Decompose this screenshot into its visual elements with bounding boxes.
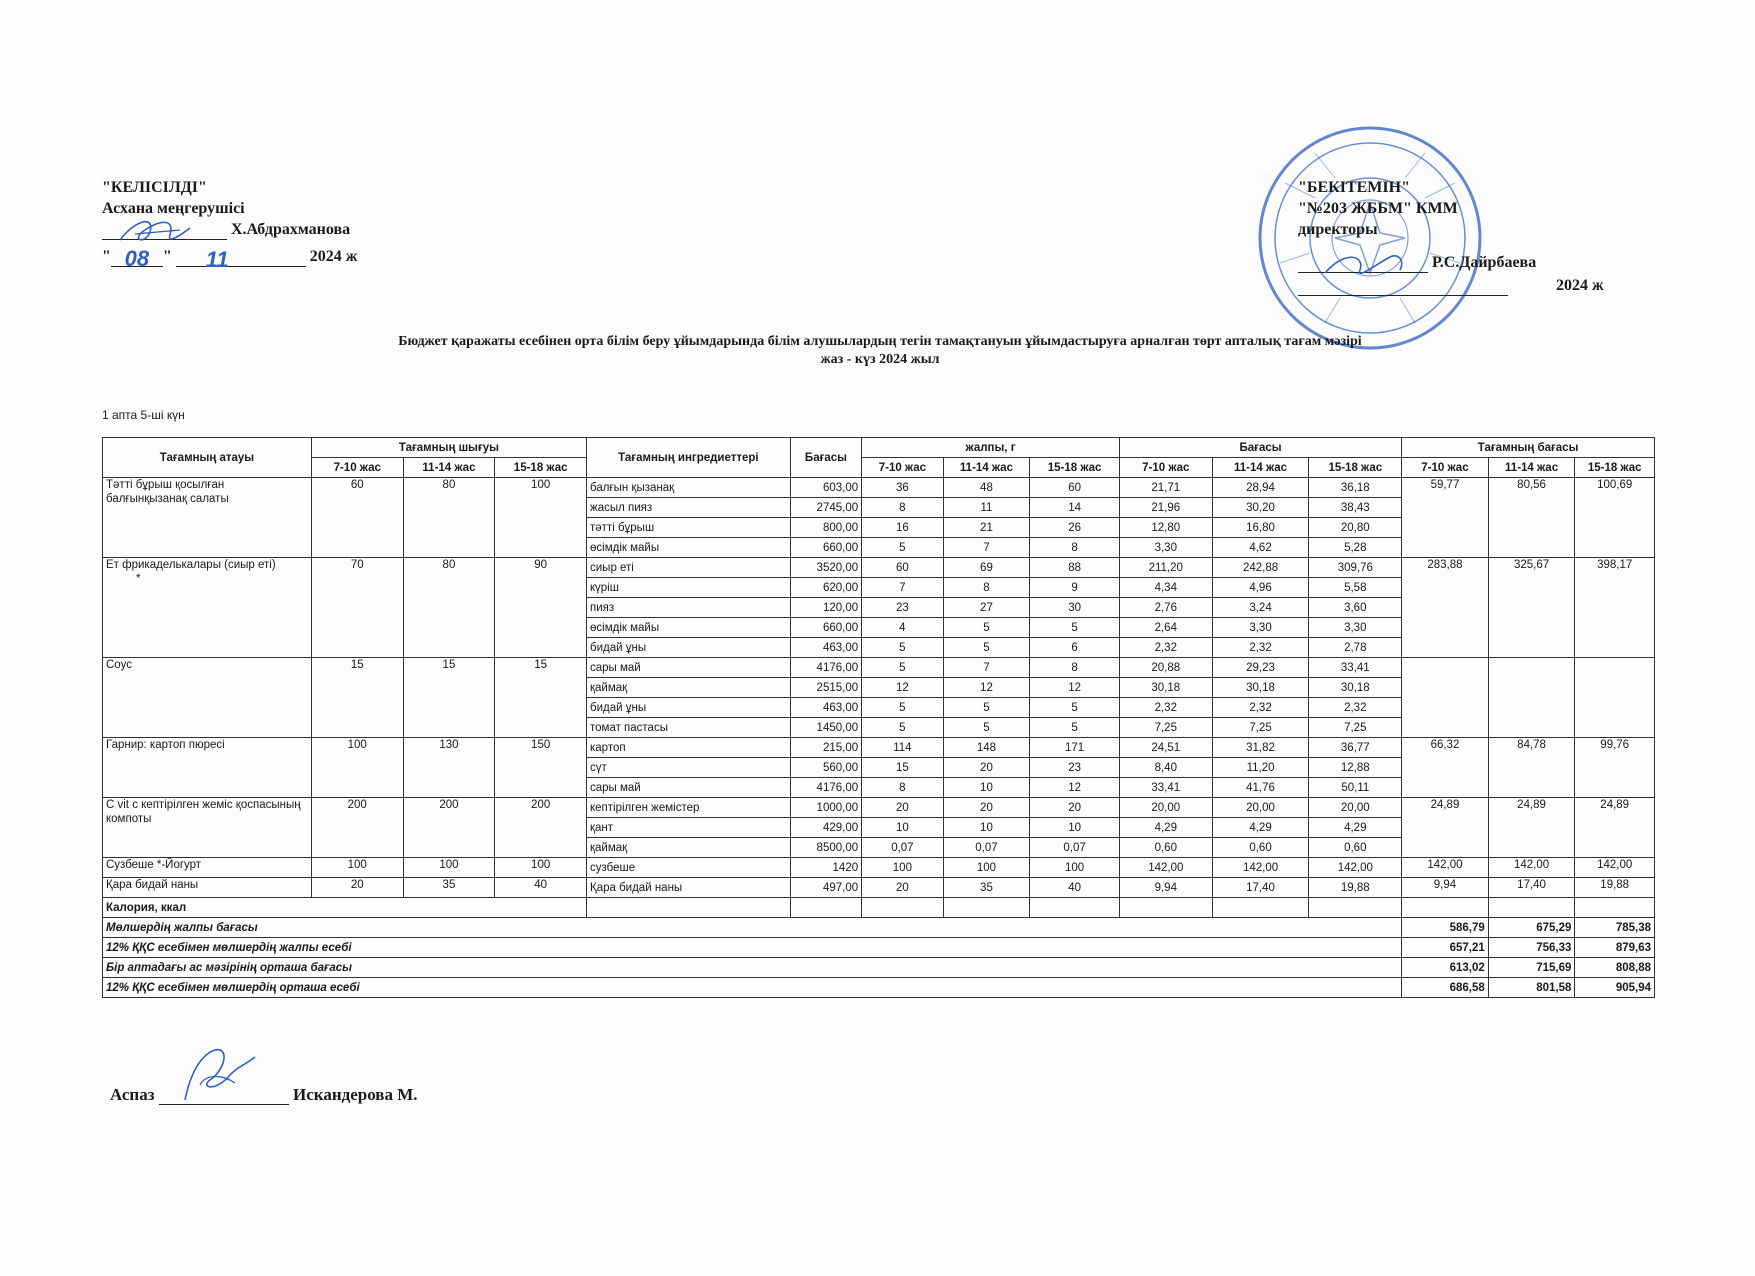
summary-label: Бір аптадағы ас мәзірінің орташа бағасы xyxy=(103,958,1402,978)
ingredient-cost: 7,25 xyxy=(1119,718,1212,738)
ingredient-gross: 8 xyxy=(1030,658,1120,678)
dish-price xyxy=(1488,658,1575,738)
summary-value: 586,79 xyxy=(1402,918,1489,938)
ingredient-gross: 20 xyxy=(943,798,1030,818)
header-age: 15-18 жас xyxy=(1309,458,1402,478)
approved-position: директоры xyxy=(1298,221,1378,238)
cook-name: Искандерова М. xyxy=(293,1085,418,1104)
ingredient-cost: 211,20 xyxy=(1119,558,1212,578)
ingredient-name: қаймақ xyxy=(587,678,791,698)
summary-row xyxy=(103,918,1655,938)
dish-output: 90 xyxy=(495,558,587,658)
ingredient-name: бидай ұны xyxy=(587,638,791,658)
agreed-date-year: 2024 ж xyxy=(309,248,358,265)
ingredient-cost: 3,30 xyxy=(1309,618,1402,638)
ingredient-gross: 4 xyxy=(862,618,944,638)
ingredient-gross: 7 xyxy=(943,658,1030,678)
dish-price xyxy=(1575,658,1655,738)
ingredient-gross: 12 xyxy=(862,678,944,698)
ingredient-gross: 10 xyxy=(943,818,1030,838)
menu-table xyxy=(102,437,1655,998)
title-line2: жаз - күз 2024 жыл xyxy=(820,352,940,367)
ingredient-gross: 23 xyxy=(862,598,944,618)
ingredient-cost: 4,62 xyxy=(1212,538,1309,558)
dish-name: Соус xyxy=(106,659,132,671)
dish-output: 100 xyxy=(311,738,403,798)
ingredient-cost: 0,60 xyxy=(1309,838,1402,858)
ingredient-cost: 2,76 xyxy=(1119,598,1212,618)
ingredient-name: сүт xyxy=(587,758,791,778)
dish-price: 24,89 xyxy=(1488,798,1575,858)
ingredient-price: 429,00 xyxy=(790,818,861,838)
ingredient-cost: 31,82 xyxy=(1212,738,1309,758)
ingredient-gross: 5 xyxy=(943,718,1030,738)
ingredient-cost: 16,80 xyxy=(1212,518,1309,538)
ingredient-name: пияз xyxy=(587,598,791,618)
ingredient-cost: 30,18 xyxy=(1309,678,1402,698)
document-title xyxy=(200,334,1560,368)
ingredient-gross: 27 xyxy=(943,598,1030,618)
ingredient-gross: 8 xyxy=(862,778,944,798)
summary-value: 808,88 xyxy=(1575,958,1655,978)
dish-name: Гарнир: картоп пюресі xyxy=(106,739,225,751)
ingredient-cost: 33,41 xyxy=(1309,658,1402,678)
dish-price: 80,56 xyxy=(1488,478,1575,558)
approved-org: "№203 ЖББМ" КММ xyxy=(1298,200,1458,217)
ingredient-cost: 4,29 xyxy=(1119,818,1212,838)
ingredient-cost: 142,00 xyxy=(1212,858,1309,878)
ingredient-cost: 20,88 xyxy=(1119,658,1212,678)
ingredient-gross: 12 xyxy=(1030,678,1120,698)
header-price: Бағасы xyxy=(790,438,861,478)
ingredient-cost: 24,51 xyxy=(1119,738,1212,758)
cook-position: Аспаз xyxy=(110,1085,155,1104)
title-line1: Бюджет қаражаты есебінен орта білім беру ұйымдарында білім алушылардың тегін тамақтануын ұйымдастыруға арналған төрт апталық тағам мәзірі xyxy=(398,334,1362,349)
dish-price: 84,78 xyxy=(1488,738,1575,798)
dish-output: 35 xyxy=(403,878,495,898)
ingredient-price: 2515,00 xyxy=(790,678,861,698)
ingredient-gross: 12 xyxy=(1030,778,1120,798)
ingredient-cost: 2,32 xyxy=(1119,698,1212,718)
ingredient-gross: 8 xyxy=(1030,538,1120,558)
ingredient-gross: 14 xyxy=(1030,498,1120,518)
summary-row xyxy=(103,958,1655,978)
ingredient-gross: 5 xyxy=(862,638,944,658)
ingredient-cost: 30,20 xyxy=(1212,498,1309,518)
dish-price: 398,17 xyxy=(1575,558,1655,658)
ingredient-gross: 48 xyxy=(943,478,1030,498)
week-day-label: 1 апта 5-ші күн xyxy=(102,408,185,422)
ingredient-price: 660,00 xyxy=(790,618,861,638)
summary-value: 686,58 xyxy=(1402,978,1489,998)
dish-output: 100 xyxy=(311,858,403,878)
ingredient-name: жасыл пияз xyxy=(587,498,791,518)
header-age: 15-18 жас xyxy=(1575,458,1655,478)
ingredient-gross: 20 xyxy=(862,878,944,898)
ingredient-gross: 60 xyxy=(862,558,944,578)
ingredient-name: балғын қызанақ xyxy=(587,478,791,498)
ingredient-cost: 30,18 xyxy=(1212,678,1309,698)
approved-name: Р.С.Дайрбаева xyxy=(1432,254,1537,271)
ingredient-cost: 12,80 xyxy=(1119,518,1212,538)
ingredient-price: 497,00 xyxy=(790,878,861,898)
header-output: Тағамның шығуы xyxy=(311,438,586,458)
dish-name-cell xyxy=(103,558,312,658)
ingredient-gross: 5 xyxy=(943,638,1030,658)
ingredient-cost: 4,29 xyxy=(1309,818,1402,838)
header-dish: Тағамның атауы xyxy=(103,438,312,478)
summary-value: 756,33 xyxy=(1488,938,1575,958)
ingredient-gross: 20 xyxy=(1030,798,1120,818)
ingredient-row xyxy=(103,878,1655,898)
ingredient-price: 603,00 xyxy=(790,478,861,498)
dish-output: 200 xyxy=(403,798,495,858)
dish-output: 100 xyxy=(495,858,587,878)
ingredient-cost: 20,00 xyxy=(1119,798,1212,818)
dish-price: 99,76 xyxy=(1575,738,1655,798)
header-gross: жалпы, г xyxy=(862,438,1120,458)
ingredient-cost: 4,29 xyxy=(1212,818,1309,838)
header-age: 15-18 жас xyxy=(495,458,587,478)
agreed-date-day: 08 xyxy=(111,248,163,267)
ingredient-gross: 11 xyxy=(943,498,1030,518)
ingredient-gross: 171 xyxy=(1030,738,1120,758)
ingredient-cost: 17,40 xyxy=(1212,878,1309,898)
dish-output: 40 xyxy=(495,878,587,898)
dish-note: * xyxy=(136,573,141,585)
calories-row xyxy=(103,898,1655,918)
ingredient-gross: 0,07 xyxy=(1030,838,1120,858)
header-age: 11-14 жас xyxy=(943,458,1030,478)
ingredient-gross: 5 xyxy=(943,618,1030,638)
dish-price: 142,00 xyxy=(1402,858,1489,878)
summary-label: 12% ҚҚС есебімен мөлшердің жалпы есебі xyxy=(103,938,1402,958)
ingredient-price: 2745,00 xyxy=(790,498,861,518)
ingredient-gross: 16 xyxy=(862,518,944,538)
dish-price: 59,77 xyxy=(1402,478,1489,558)
ingredient-price: 120,00 xyxy=(790,598,861,618)
ingredient-cost: 5,28 xyxy=(1309,538,1402,558)
ingredient-cost: 11,20 xyxy=(1212,758,1309,778)
dish-output: 130 xyxy=(403,738,495,798)
dish-output: 70 xyxy=(311,558,403,658)
approved-heading: "БЕКІТЕМІН" xyxy=(1298,179,1410,196)
agreed-heading: "КЕЛІСІЛДІ" xyxy=(102,179,207,196)
table-head xyxy=(103,438,1655,478)
ingredient-cost: 2,32 xyxy=(1309,698,1402,718)
dish-output: 80 xyxy=(403,558,495,658)
dish-output: 15 xyxy=(311,658,403,738)
ingredient-cost: 36,77 xyxy=(1309,738,1402,758)
dish-output: 80 xyxy=(403,478,495,558)
dish-output: 15 xyxy=(495,658,587,738)
ingredient-gross: 6 xyxy=(1030,638,1120,658)
ingredient-cost: 20,00 xyxy=(1212,798,1309,818)
ingredient-cost: 19,88 xyxy=(1309,878,1402,898)
ingredient-cost: 0,60 xyxy=(1212,838,1309,858)
header-age: 11-14 жас xyxy=(1488,458,1575,478)
ingredient-price: 3520,00 xyxy=(790,558,861,578)
header-age: 11-14 жас xyxy=(1212,458,1309,478)
cook-signature xyxy=(175,1045,265,1105)
ingredient-gross: 8 xyxy=(862,498,944,518)
ingredient-cost: 30,18 xyxy=(1119,678,1212,698)
approved-date-year: 2024 ж xyxy=(1556,277,1604,294)
dish-price: 283,88 xyxy=(1402,558,1489,658)
ingredient-row xyxy=(103,738,1655,758)
ingredient-cost: 2,32 xyxy=(1119,638,1212,658)
ingredient-gross: 5 xyxy=(862,538,944,558)
ingredient-cost: 142,00 xyxy=(1119,858,1212,878)
ingredient-cost: 2,78 xyxy=(1309,638,1402,658)
ingredient-gross: 10 xyxy=(943,778,1030,798)
ingredient-gross: 5 xyxy=(1030,718,1120,738)
dish-price: 24,89 xyxy=(1575,798,1655,858)
dish-name-cell xyxy=(103,658,312,738)
ingredient-name: сузбеше xyxy=(587,858,791,878)
ingredient-cost: 2,32 xyxy=(1212,698,1309,718)
ingredient-cost: 38,43 xyxy=(1309,498,1402,518)
ingredient-row xyxy=(103,798,1655,818)
dish-price: 17,40 xyxy=(1488,878,1575,898)
ingredient-cost: 5,58 xyxy=(1309,578,1402,598)
ingredient-name: қант xyxy=(587,818,791,838)
ingredient-cost: 21,71 xyxy=(1119,478,1212,498)
ingredient-cost: 309,76 xyxy=(1309,558,1402,578)
ingredient-gross: 5 xyxy=(1030,618,1120,638)
ingredient-gross: 5 xyxy=(943,698,1030,718)
ingredient-cost: 41,76 xyxy=(1212,778,1309,798)
ingredient-cost: 2,64 xyxy=(1119,618,1212,638)
ingredient-cost: 21,96 xyxy=(1119,498,1212,518)
dish-price: 66,32 xyxy=(1402,738,1489,798)
dish-output: 150 xyxy=(495,738,587,798)
approved-signature xyxy=(1320,245,1410,285)
ingredient-gross: 148 xyxy=(943,738,1030,758)
header-age: 11-14 жас xyxy=(403,458,495,478)
header-dish-price: Тағамның бағасы xyxy=(1402,438,1655,458)
summary-row xyxy=(103,978,1655,998)
ingredient-name: сиыр еті xyxy=(587,558,791,578)
dish-name: С vit с кептірілген жеміс қоспасының компоты xyxy=(106,799,301,825)
ingredient-cost: 3,24 xyxy=(1212,598,1309,618)
ingredient-gross: 21 xyxy=(943,518,1030,538)
ingredient-gross: 0,07 xyxy=(943,838,1030,858)
ingredient-price: 463,00 xyxy=(790,698,861,718)
ingredient-price: 800,00 xyxy=(790,518,861,538)
ingredient-gross: 5 xyxy=(862,718,944,738)
ingredient-gross: 5 xyxy=(1030,698,1120,718)
ingredient-name: картоп xyxy=(587,738,791,758)
ingredient-price: 560,00 xyxy=(790,758,861,778)
dish-name-cell xyxy=(103,798,312,858)
ingredient-gross: 5 xyxy=(862,658,944,678)
summary-value: 613,02 xyxy=(1402,958,1489,978)
ingredient-price: 4176,00 xyxy=(790,778,861,798)
ingredient-gross: 40 xyxy=(1030,878,1120,898)
ingredient-gross: 12 xyxy=(943,678,1030,698)
ingredient-cost: 33,41 xyxy=(1119,778,1212,798)
summary-value: 801,58 xyxy=(1488,978,1575,998)
ingredient-price: 620,00 xyxy=(790,578,861,598)
ingredient-gross: 26 xyxy=(1030,518,1120,538)
ingredient-cost: 20,00 xyxy=(1309,798,1402,818)
ingredient-cost: 9,94 xyxy=(1119,878,1212,898)
ingredient-cost: 20,80 xyxy=(1309,518,1402,538)
header-ingredients: Тағамның ингредиеттері xyxy=(587,438,791,478)
dish-price: 19,88 xyxy=(1575,878,1655,898)
ingredient-cost: 3,60 xyxy=(1309,598,1402,618)
ingredient-gross: 69 xyxy=(943,558,1030,578)
summary-label: 12% ҚҚС есебімен мөлшердің орташа есебі xyxy=(103,978,1402,998)
ingredient-gross: 7 xyxy=(943,538,1030,558)
summary-value: 879,63 xyxy=(1575,938,1655,958)
ingredient-price: 215,00 xyxy=(790,738,861,758)
agreed-date-month: 11 xyxy=(176,249,306,267)
ingredient-cost: 8,40 xyxy=(1119,758,1212,778)
ingredient-cost: 50,11 xyxy=(1309,778,1402,798)
ingredient-gross: 88 xyxy=(1030,558,1120,578)
ingredient-name: бидай ұны xyxy=(587,698,791,718)
dish-name: Қара бидай наны xyxy=(106,879,199,891)
ingredient-gross: 100 xyxy=(943,858,1030,878)
ingredient-gross: 20 xyxy=(862,798,944,818)
ingredient-cost: 242,88 xyxy=(1212,558,1309,578)
dish-name-cell xyxy=(103,878,312,898)
dish-price: 325,67 xyxy=(1488,558,1575,658)
ingredient-price: 1000,00 xyxy=(790,798,861,818)
ingredient-gross: 100 xyxy=(862,858,944,878)
ingredient-row xyxy=(103,558,1655,578)
ingredient-name: тәтті бұрыш xyxy=(587,518,791,538)
ingredient-cost: 4,96 xyxy=(1212,578,1309,598)
summary-value: 675,29 xyxy=(1488,918,1575,938)
ingredient-cost: 28,94 xyxy=(1212,478,1309,498)
ingredient-gross: 60 xyxy=(1030,478,1120,498)
dish-price: 100,69 xyxy=(1575,478,1655,558)
agreed-signature xyxy=(115,210,195,250)
header-age: 7-10 жас xyxy=(1402,458,1489,478)
summary-value: 785,38 xyxy=(1575,918,1655,938)
dish-output: 60 xyxy=(311,478,403,558)
dish-price: 9,94 xyxy=(1402,878,1489,898)
ingredient-cost: 0,60 xyxy=(1119,838,1212,858)
ingredient-gross: 15 xyxy=(862,758,944,778)
ingredient-price: 463,00 xyxy=(790,638,861,658)
ingredient-cost: 2,32 xyxy=(1212,638,1309,658)
ingredient-cost: 7,25 xyxy=(1212,718,1309,738)
ingredient-gross: 5 xyxy=(862,698,944,718)
dish-output: 200 xyxy=(311,798,403,858)
ingredient-name: күріш xyxy=(587,578,791,598)
summary-value: 657,21 xyxy=(1402,938,1489,958)
summary-value: 715,69 xyxy=(1488,958,1575,978)
ingredient-gross: 10 xyxy=(1030,818,1120,838)
ingredient-gross: 35 xyxy=(943,878,1030,898)
dish-price: 142,00 xyxy=(1488,858,1575,878)
header-age: 7-10 жас xyxy=(1119,458,1212,478)
ingredient-gross: 100 xyxy=(1030,858,1120,878)
dish-price xyxy=(1402,658,1489,738)
ingredient-price: 4176,00 xyxy=(790,658,861,678)
ingredient-price: 1420 xyxy=(790,858,861,878)
ingredient-gross: 10 xyxy=(862,818,944,838)
table-body xyxy=(103,478,1655,898)
dish-name: Тәтті бұрыш қосылған балғынқызанақ салаты xyxy=(106,479,229,505)
ingredient-gross: 0,07 xyxy=(862,838,944,858)
ingredient-gross: 30 xyxy=(1030,598,1120,618)
ingredient-price: 8500,00 xyxy=(790,838,861,858)
ingredient-name: қаймақ xyxy=(587,838,791,858)
header-age: 7-10 жас xyxy=(311,458,403,478)
ingredient-cost: 4,34 xyxy=(1119,578,1212,598)
ingredient-gross: 7 xyxy=(862,578,944,598)
dish-output: 200 xyxy=(495,798,587,858)
agreed-name: Х.Абдрахманова xyxy=(231,221,351,238)
dish-name-cell xyxy=(103,858,312,878)
dish-output: 20 xyxy=(311,878,403,898)
dish-output: 100 xyxy=(403,858,495,878)
dish-price: 142,00 xyxy=(1575,858,1655,878)
ingredient-name: кептірілген жемістер xyxy=(587,798,791,818)
ingredient-cost: 3,30 xyxy=(1212,618,1309,638)
ingredient-gross: 8 xyxy=(943,578,1030,598)
header-age: 7-10 жас xyxy=(862,458,944,478)
ingredient-name: Қара бидай наны xyxy=(587,878,791,898)
ingredient-gross: 114 xyxy=(862,738,944,758)
dish-name-cell xyxy=(103,478,312,558)
table-summary xyxy=(103,898,1655,998)
dish-name: Сузбеше *-Йогурт xyxy=(106,859,202,871)
ingredient-cost: 29,23 xyxy=(1212,658,1309,678)
header-cost: Бағасы xyxy=(1119,438,1401,458)
ingredient-row xyxy=(103,658,1655,678)
ingredient-gross: 20 xyxy=(943,758,1030,778)
ingredient-row xyxy=(103,478,1655,498)
ingredient-name: өсімдік майы xyxy=(587,538,791,558)
calories-label: Калория, ккал xyxy=(103,898,587,918)
dish-name: Ет фрикаделькалары (сиыр еті) xyxy=(106,559,276,571)
ingredient-gross: 9 xyxy=(1030,578,1120,598)
ingredient-name: томат пастасы xyxy=(587,718,791,738)
dish-price: 24,89 xyxy=(1402,798,1489,858)
ingredient-name: өсімдік майы xyxy=(587,618,791,638)
ingredient-price: 660,00 xyxy=(790,538,861,558)
ingredient-cost: 142,00 xyxy=(1309,858,1402,878)
dish-name-cell xyxy=(103,738,312,798)
ingredient-name: сары май xyxy=(587,658,791,678)
dish-output: 15 xyxy=(403,658,495,738)
ingredient-gross: 23 xyxy=(1030,758,1120,778)
ingredient-cost: 36,18 xyxy=(1309,478,1402,498)
ingredient-cost: 12,88 xyxy=(1309,758,1402,778)
ingredient-row xyxy=(103,858,1655,878)
summary-value: 905,94 xyxy=(1575,978,1655,998)
ingredient-gross: 36 xyxy=(862,478,944,498)
ingredient-cost: 3,30 xyxy=(1119,538,1212,558)
dish-output: 100 xyxy=(495,478,587,558)
ingredient-name: сары май xyxy=(587,778,791,798)
summary-row xyxy=(103,938,1655,958)
summary-label: Мөлшердің жалпы бағасы xyxy=(103,918,1402,938)
ingredient-price: 1450,00 xyxy=(790,718,861,738)
agreed-position: Асхана меңгерушісі xyxy=(102,200,245,217)
header-age: 15-18 жас xyxy=(1030,458,1120,478)
agreed-date: " 08 " 11 2024 ж xyxy=(102,246,358,272)
ingredient-cost: 7,25 xyxy=(1309,718,1402,738)
